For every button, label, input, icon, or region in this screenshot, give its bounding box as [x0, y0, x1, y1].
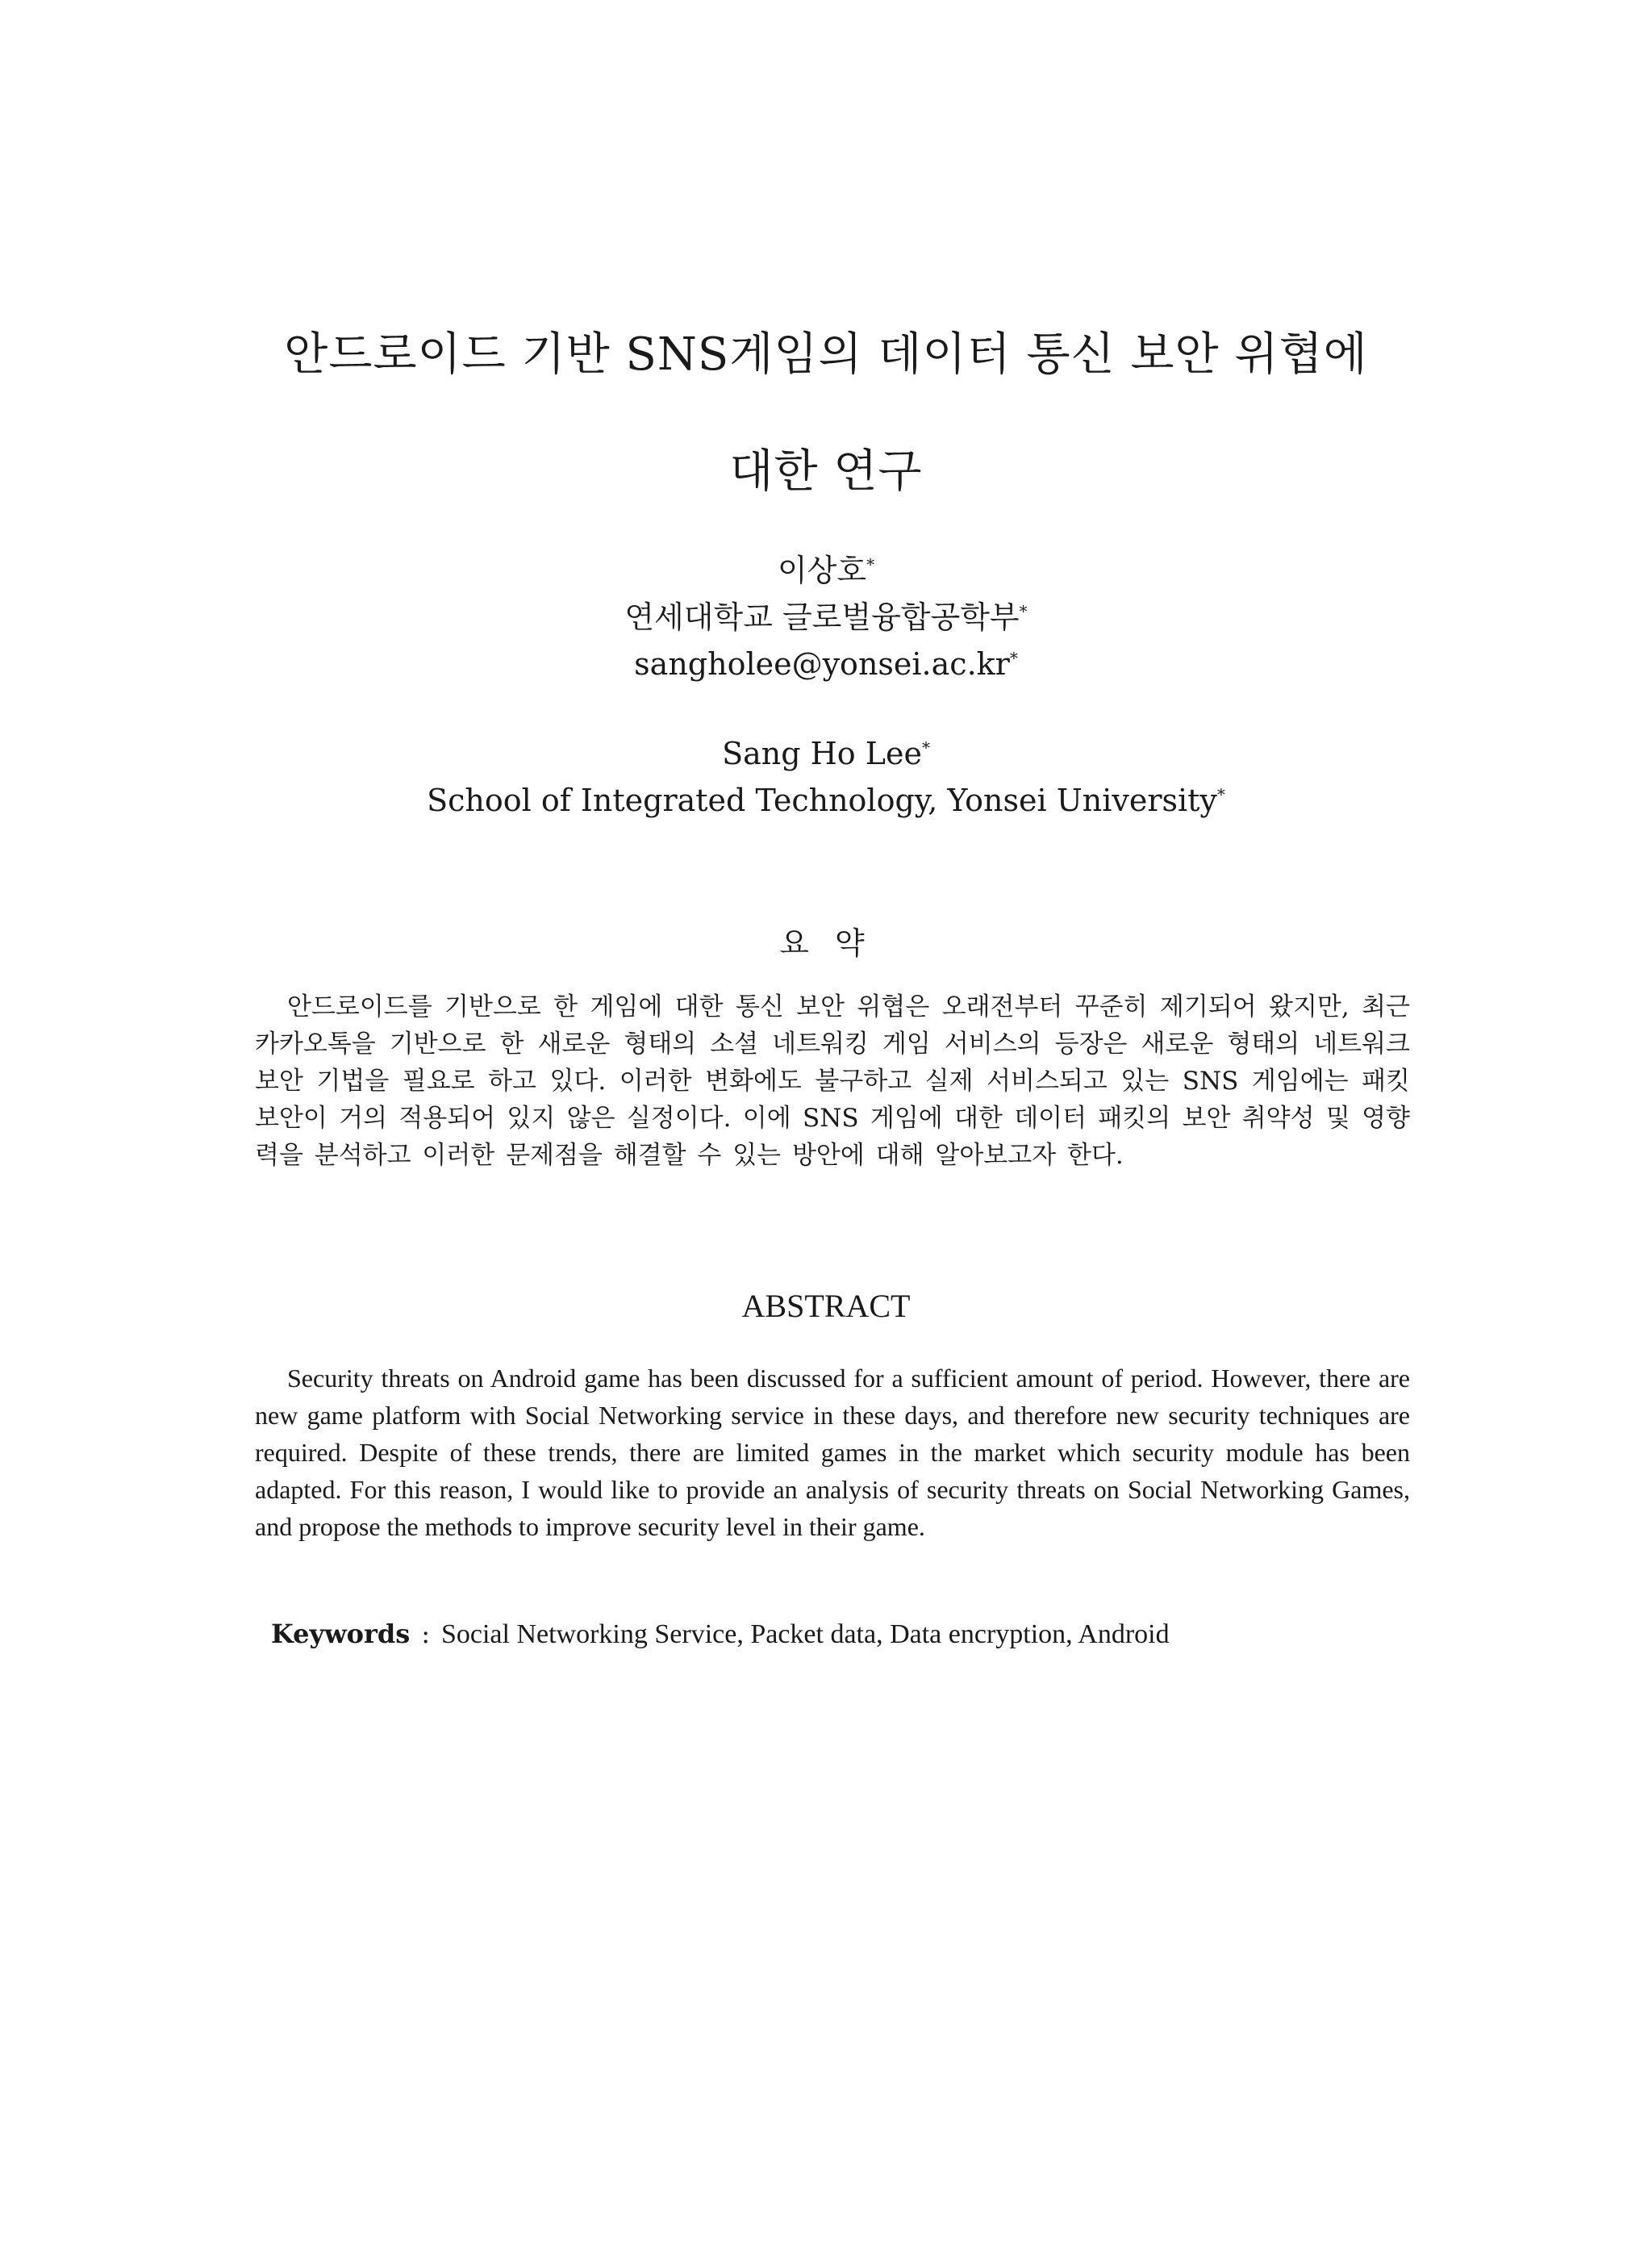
summary-paragraph: 안드로이드를 기반으로 한 게임에 대한 통신 보안 위협은 오래전부터 꾸준히 제기되어 왔지만, 최근 카카오톡을 기반으로 한 새로운 형태의 소셜 네트워킹 게임 서비스의 등장은 새로운 형태의 네트워크 보안 기법을 필요로 하고 있다. 이러한 변화에도 불구하고 실제 서비스되고 있는 SNS 게임에는 패킷 보안이 거의 적용되어 있지 않은 실정이다. 이에 SNS 게임에 대한 데이터 패킷의 보안 취약성 및 영향력을 분석하고 이러한 문제점을 해결할 수 있는 방안에 대해 알아보고자 한다.: [255, 992, 1410, 1170]
keywords-values: Social Networking Service, Packet data, Data encryption, Android: [440, 1619, 1170, 1649]
paper-title-line-2: 대한 연구: [729, 445, 923, 498]
author-affiliation-english: School of Integrated Technology, Yonsei University*: [427, 783, 1225, 818]
author-block-korean: [0, 547, 1652, 687]
author-name-english: Sang Ho Lee*: [722, 736, 930, 771]
abstract-heading: ABSTRACT: [741, 1288, 911, 1324]
author-affiliation-korean: 연세대학교 글로벌융합공학부*: [624, 599, 1028, 635]
paper-title-line-1: 안드로이드 기반 SNS게임의 데이터 통신 보안 위협에: [284, 328, 1368, 381]
author-name-korean: 이상호*: [777, 553, 875, 588]
keywords-separator: :: [421, 1619, 430, 1649]
abstract-paragraph: Security threats on Android game has been discussed for a sufficient amount of period. However, there are new game platform with Social Networking service in these days, and therefore new security techniques are required. Despite of these trends, there are limited games in the market which security module has been adapted. For this reason, I would like to provide an analysis of security threats on Social Networking Games, and propose the methods to improve security level in their game.: [255, 1364, 1410, 1541]
author-block-english: [0, 730, 1652, 824]
author-email: sangholee@yonsei.ac.kr*: [634, 646, 1018, 682]
keywords-label: Keywords: [271, 1619, 411, 1649]
keywords-line: [271, 1619, 1410, 1650]
summary-heading: 요 약: [779, 925, 873, 961]
